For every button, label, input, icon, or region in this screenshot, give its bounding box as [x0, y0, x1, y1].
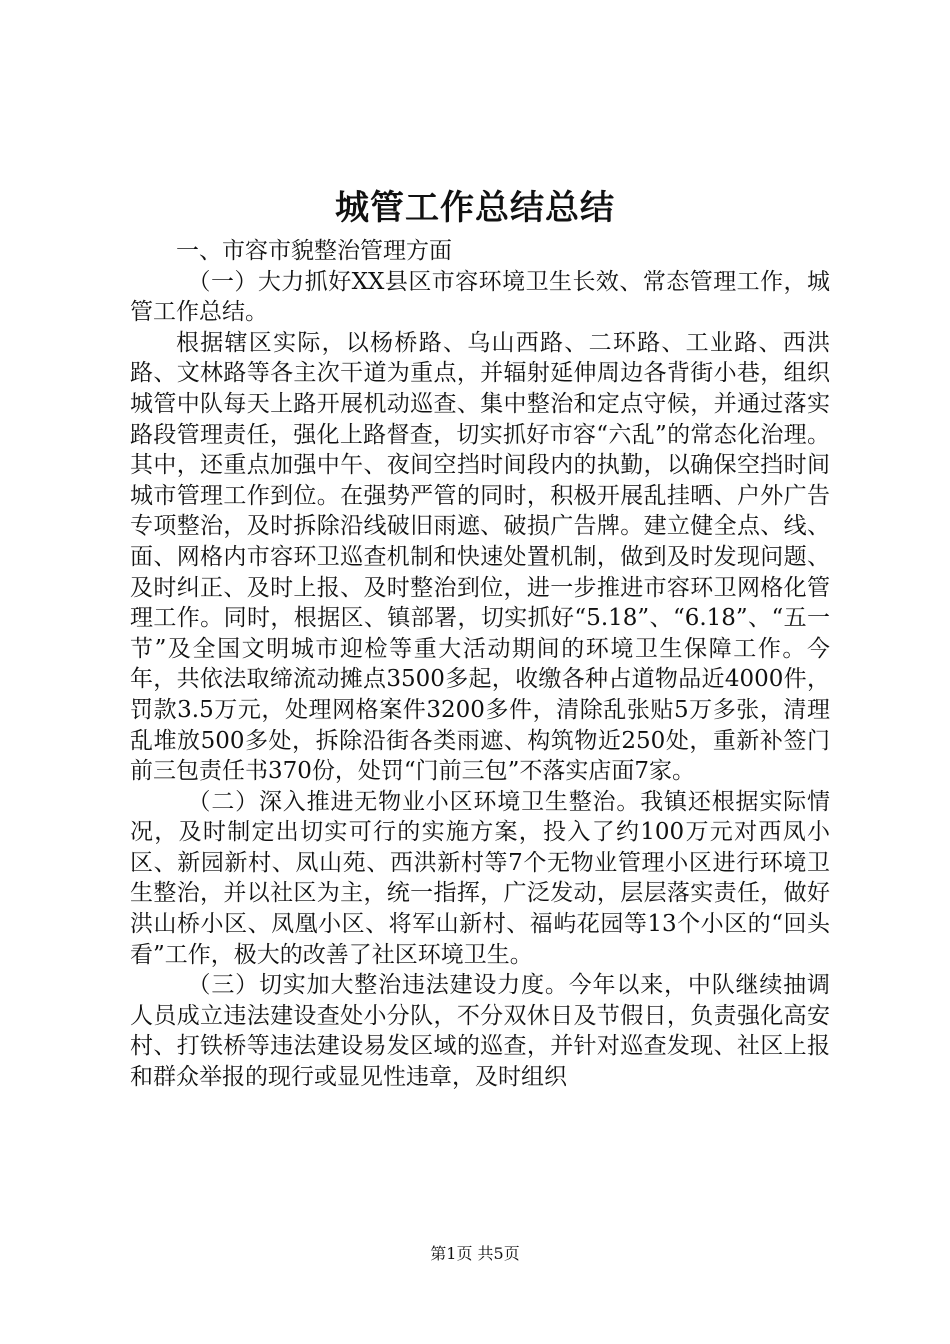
paragraph-1: （一）大力抓好XX县区市容环境卫生长效、常态管理工作，城管工作总结。: [130, 268, 830, 326]
paragraph-4: （三）切实加大整治违法建设力度。今年以来，中队继续抽调人员成立违法建设查处小分队，不分双休日及节假日，负责强化高安村、打铁桥等违法建设易发区域的巡查，并针对巡查发现、社区上报和群众举报的现行或显见性违章，及时组织: [130, 972, 830, 1091]
page-footer: 第1页 共5页: [430, 1244, 520, 1263]
paragraph-3: （二）深入推进无物业小区环境卫生整治。我镇还根据实际情况，及时制定出切实可行的实施方案，投入了约100万元对西凤小区、新园新村、凤山苑、西洪新村等7个无物业管理小区进行环境卫生整治，并以社区为主，统一指挥，广泛发动，层层落实责任，做好洪山桥小区、凤凰小区、将军山新村、福屿花园等13个小区的“回头看”工作，极大的改善了社区环境卫生。: [130, 788, 830, 968]
paragraph-2: 根据辖区实际，以杨桥路、乌山西路、二环路、工业路、西洪路、文林路等各主次干道为重点，并辐射延伸周边各背街小巷，组织城管中队每天上路开展机动巡查、集中整治和定点守候，并通过落实路段管理责任，强化上路督查，切实抓好市容“六乱”的常态化治理。其中，还重点加强中午、夜间空挡时间段内的执勤，以确保空挡时间城市管理工作到位。在强势严管的同时，积极开展乱挂晒、户外广告专项整治，及时拆除沿线破旧雨遮、破损广告牌。建立健全点、线、面、网格内市容环卫巡查机制和快速处置机制，做到及时发现问题、及时纠正、及时上报、及时整治到位，进一步推进市容环卫网格化管理工作。同时，根据区、镇部署，切实抓好“5.18”、“6.18”、“五一节”及全国文明城市迎检等重大活动期间的环境卫生保障工作。今年，共依法取缔流动摊点3500多起，收缴各种占道物品近4000件，罚款3.5万元，处理网格案件3200多件，清除乱张贴5万多张，清理乱堆放500多处，拆除沿街各类雨遮、构筑物近250处，重新补签门前三包责任书370份，处罚“门前三包”不落实店面7家。: [130, 329, 830, 785]
document-title: 城管工作总结总结: [335, 188, 615, 228]
document-body: [130, 236, 830, 1093]
section-heading: 一、市容市貌整治管理方面: [176, 238, 452, 264]
